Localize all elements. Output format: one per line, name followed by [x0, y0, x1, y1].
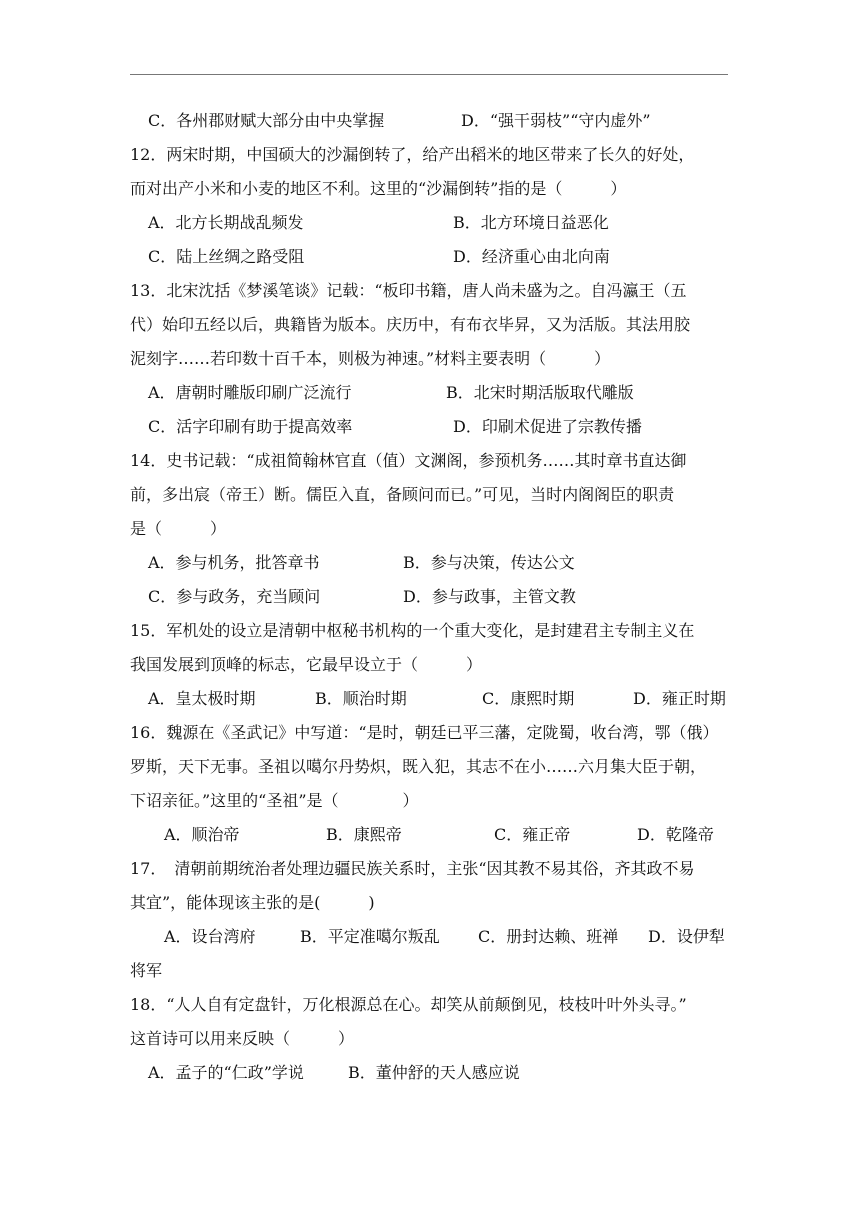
q12-stem-line-1: 12．两宋时期，中国硕大的沙漏倒转了，给产出稻米的地区带来了长久的好处，: [130, 145, 695, 164]
q17-option-b: B．平定准噶尔叛乱: [300, 927, 440, 946]
q14-option-c: C．参与政务，充当顾问: [148, 587, 321, 606]
q14-option-d: D．参与政事，主管文教: [403, 587, 576, 606]
q17-stem-line-2: 其宜”，能体现该主张的是( ): [130, 893, 375, 912]
q13-stem-line-3: 泥刻字……若印数十百千本，则极为神速。”材料主要表明（ ）: [130, 349, 611, 368]
q14-option-a: A．参与机务，批答章书: [148, 553, 320, 572]
q13-option-b: B．北宋时期活版取代雕版: [446, 383, 634, 402]
q16-stem-line-1: 16．魏源在《圣武记》中写道：“是时，朝廷已平三藩，定陇蜀，收台湾，鄂（俄）: [130, 723, 719, 742]
q15-option-d: D．雍正时期: [633, 689, 726, 708]
q15-option-a: A．皇太极时期: [148, 689, 256, 708]
q18-stem-line-2: 这首诗可以用来反映（ ）: [130, 1029, 355, 1048]
q16-stem-line-3: 下诏亲征。”这里的“圣祖”是（ ）: [130, 791, 419, 810]
q16-option-b: B．康熙帝: [326, 825, 402, 844]
q13-option-d: D．印刷术促进了宗教传播: [453, 417, 642, 436]
q16-option-a: A．顺治帝: [164, 825, 240, 844]
q12-stem-line-2: 而对出产小米和小麦的地区不利。这里的“沙漏倒转”指的是（ ）: [130, 179, 627, 198]
q15-stem-line-1: 15．军机处的设立是清朝中枢秘书机构的一个重大变化，是封建君主专制主义在: [130, 621, 695, 640]
q16-stem-line-2: 罗斯，天下无事。圣祖以噶尔丹势炽，既入犯，其志不在小……六月集大臣于朝，: [130, 757, 707, 776]
q14-stem-line-2: 前，多出宸（帝王）断。儒臣入直，备顾问而已。”可见，当时内阁阁臣的职责: [130, 485, 675, 504]
q14-option-b: B．参与决策，传达公文: [403, 553, 575, 572]
q12-option-a: A．北方长期战乱频发: [148, 213, 304, 232]
q13-stem-line-2: 代）始印五经以后，典籍皆为版本。庆历中，有布衣毕昇，又为活版。其法用胶: [130, 315, 691, 334]
q15-stem-line-2: 我国发展到顶峰的标志，它最早设立于（ ）: [130, 655, 483, 674]
q13-option-a: A．唐朝时雕版印刷广泛流行: [148, 383, 352, 402]
q13-stem-line-1: 13．北宋沈括《梦溪笔谈》记载：“板印书籍，唐人尚未盛为之。自冯瀛王（五: [130, 281, 687, 300]
q17-stem-line-1: 17． 清朝前期统治者处理边疆民族关系时，主张“因其教不易其俗，齐其政不易: [130, 859, 695, 878]
q15-option-b: B．顺治时期: [315, 689, 407, 708]
q11-option-c: C．各州郡财赋大部分由中央掌握: [148, 111, 385, 130]
q14-stem-line-3: 是（ ）: [130, 519, 227, 538]
q18-stem-line-1: 18．“人人自有定盘针，万化根源总在心。却笑从前颠倒见，枝枝叶叶外头寻。”: [130, 995, 687, 1014]
q17-option-c: C．册封达赖、班禅: [478, 927, 619, 946]
q16-option-c: C．雍正帝: [494, 825, 571, 844]
q11-option-d: D．“强干弱枝”“守内虚外”: [461, 111, 651, 130]
q17-option-a: A．设台湾府: [164, 927, 256, 946]
q12-option-b: B．北方环境日益恶化: [453, 213, 609, 232]
q12-option-d: D．经济重心由北向南: [453, 247, 610, 266]
q17-option-d-continued: 将军: [130, 961, 163, 980]
q18-option-b: B．董仲舒的天人感应说: [348, 1063, 520, 1082]
q18-option-a: A．孟子的“仁政”学说: [148, 1063, 304, 1082]
q12-option-c: C．陆上丝绸之路受阻: [148, 247, 305, 266]
q13-option-c: C．活字印刷有助于提高效率: [148, 417, 353, 436]
q14-stem-line-1: 14．史书记载：“成祖简翰林官直（值）文渊阁，参预机务……其时章书直达御: [130, 451, 687, 470]
q16-option-d: D．乾隆帝: [637, 825, 714, 844]
header-rule: [130, 74, 728, 75]
q15-option-c: C．康熙时期: [482, 689, 575, 708]
q17-option-d: D．设伊犁: [648, 927, 725, 946]
